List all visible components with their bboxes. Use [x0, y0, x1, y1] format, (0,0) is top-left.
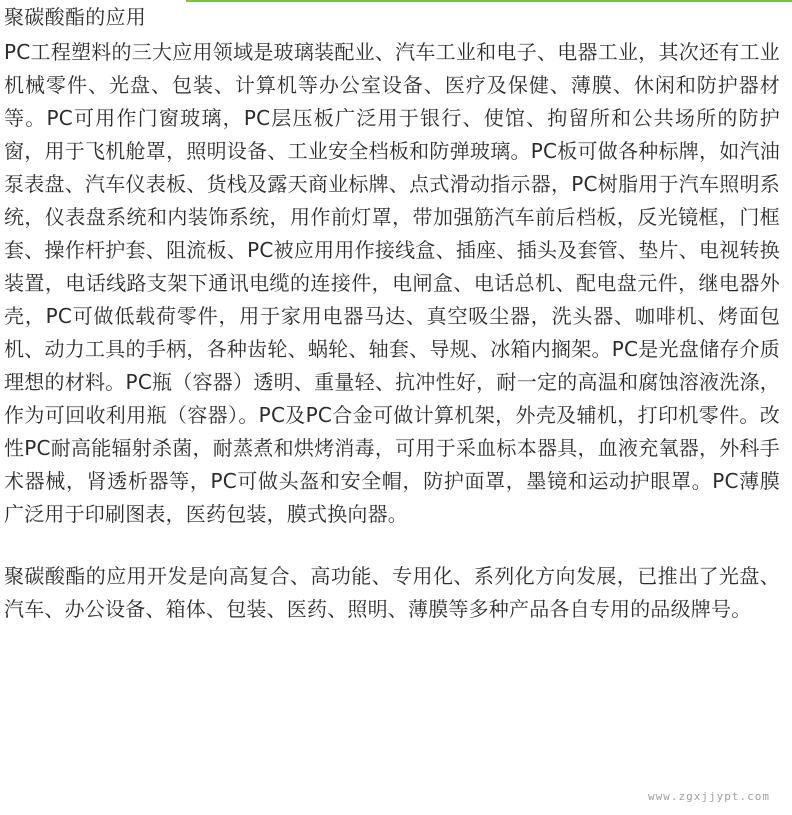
document-body — [4, 36, 780, 626]
site-watermark: www.zgxjjypt.com — [648, 790, 770, 803]
body-paragraph-applications: PC工程塑料的三大应用领域是玻璃装配业、汽车工业和电子、电器工业，其次还有工业机械零件、光盘、包装、计算机等办公室设备、医疗及保健、薄膜、休闲和防护器材等。PC可用作门窗玻璃，PC层压板广泛用于银行、使馆、拘留所和公共场所的防护窗，用于飞机舱罩，照明设备、工业安全档板和防弹玻璃。PC板可做各种标牌，如汽油泵表盘、汽车仪表板、货栈及露天商业标牌、点式滑动指示器，PC树脂用于汽车照明系统，仪表盘系统和内装饰系统，用作前灯罩，带加强筋汽车前后档板，反光镜框，门框套、操作杆护套、阻流板、PC被应用用作接线盒、插座、插头及套管、垫片、电视转换装置，电话线路支架下通讯电缆的连接件，电闸盒、电话总机、配电盘元件，继电器外壳，PC可做低载荷零件，用于家用电器马达、真空吸尘器，洗头器、咖啡机、烤面包机、动力工具的手柄，各种齿轮、蜗轮、轴套、导规、冰箱内搁架。PC是光盘储存介质理想的材料。PC瓶（容器）透明、重量轻、抗冲性好，耐一定的高温和腐蚀溶液洗涤，作为可回收利用瓶（容器）。PC及PC合金可做计算机架，外壳及辅机，打印机零件。改性PC耐高能辐射杀菌，耐蒸煮和烘烤消毒，可用于采血标本器具，血液充氧器，外科手术器械，肾透析器等，PC可做头盔和安全帽，防护面罩，墨镜和运动护眼罩。PC薄膜广泛用于印刷图表，医药包装，膜式换向器。 — [4, 40, 780, 526]
title-rule — [186, 0, 792, 2]
title-row — [0, 0, 792, 34]
body-paragraph-development: 聚碳酸酯的应用开发是向高复合、高功能、专用化、系列化方向发展，已推出了光盘、汽车、办公设备、箱体、包装、医药、照明、薄膜等多种产品各自专用的品级牌号。 — [4, 564, 780, 621]
document-title: 聚碳酸酯的应用 — [4, 5, 147, 29]
